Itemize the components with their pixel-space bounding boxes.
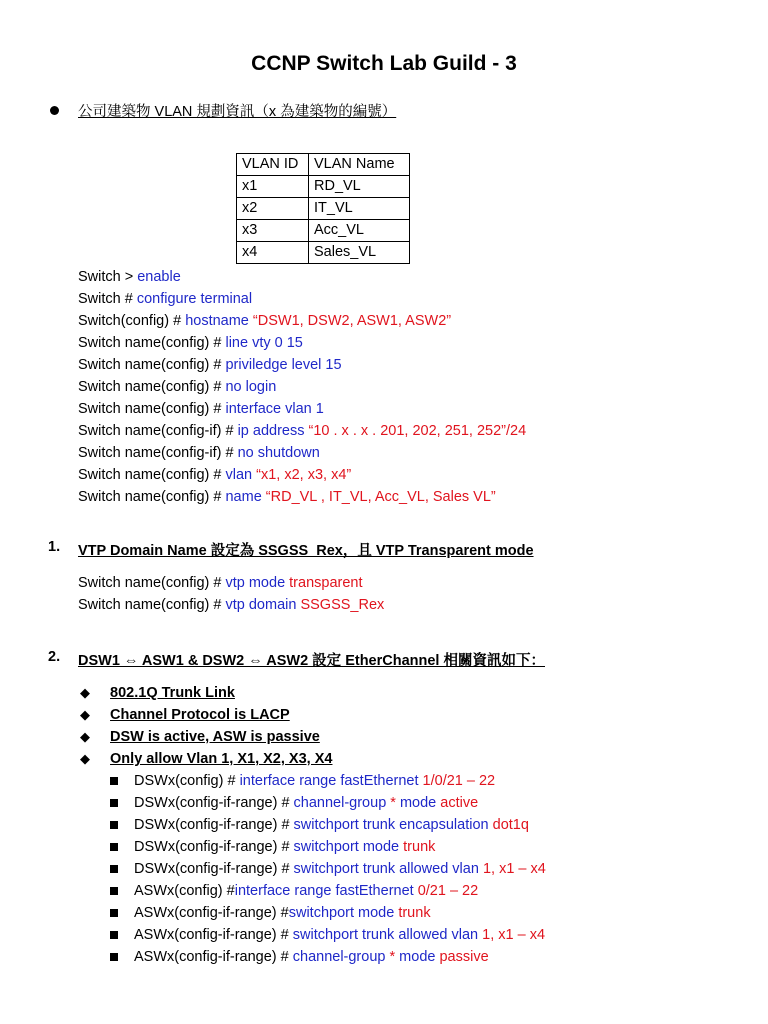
table-header-cell: VLAN ID [237,154,309,176]
command-line [110,792,546,814]
list-item [80,726,320,748]
command-segment: Switch name(config) # [78,467,226,483]
command-segment: Switch name(config-if) # [78,423,238,439]
command-segment: name [225,489,266,505]
diamond-bullet-icon: ◆ [80,751,90,766]
square-bullet-icon [110,799,118,807]
command-segment: 1 [422,773,431,789]
command-line [110,814,546,836]
table-header-cell: VLAN Name [309,154,410,176]
command-segment: switchport trunk allowed vlan [293,861,483,877]
command-segment: Switch name(config) # [78,379,226,395]
table-row [237,198,410,220]
square-bullet-icon [110,909,118,917]
command-segment: * [389,949,400,965]
command-segment: DSWx(config) # [134,773,240,789]
command-segment: vlan [225,467,257,483]
command-segment: ASWx(config-if-range) # [134,905,289,921]
command-segment: ASWx(config-if-range) # [134,927,293,943]
bullet-text: 802.1Q Trunk Link [110,685,235,701]
table-cell: Sales_VL [309,242,410,264]
command-segment: 0/21 – 22 [417,883,479,899]
command-segment: * [390,795,400,811]
command-line [78,354,526,376]
square-bullet-icon [110,865,118,873]
command-segment: “RD_VL , IT_VL, Acc_VL, Sales VL” [265,489,496,505]
list-item [80,748,332,770]
command-segment: Switch # [78,291,137,307]
diamond-bullet-icon: ◆ [80,729,90,744]
square-bullet-icon [110,953,118,961]
command-line [78,288,526,310]
square-bullet-icon [110,887,118,895]
command-segment: switchport trunk allowed vlan [292,927,483,943]
command-segment: trunk [403,839,436,855]
diamond-bullet-icon: ◆ [80,707,90,722]
command-segment: trunk [398,905,431,921]
table-cell: x3 [237,220,309,242]
bullet-text: Only allow Vlan 1, X1, X2, X3, X4 [110,751,333,767]
command-segment: channel-group [292,949,390,965]
command-segment: mode [399,795,441,811]
command-segment: active [440,795,479,811]
list-item [80,682,235,704]
command-line [110,858,546,880]
command-segment: channel-group [293,795,391,811]
command-line [78,398,526,420]
list-item [80,704,290,726]
command-segment: DSWx(config-if-range) # [134,861,294,877]
table-cell: x2 [237,198,309,220]
table-row [237,176,410,198]
command-segment: ASWx(config-if-range) # [134,949,293,965]
command-segment: Switch name(config) # [78,335,226,351]
command-segment: enable [137,269,181,285]
command-segment: “x1, x2, x3, x4” [256,467,352,483]
base-command-block [78,266,526,508]
document-title: CCNP Switch Lab Guild - 3 [251,52,517,75]
command-segment: vtp mode [225,575,290,591]
command-segment: transparent [289,575,363,591]
command-segment: “10 . x . x . 201, 202, 251, 252”/24 [308,423,527,439]
table-cell: Acc_VL [309,220,410,242]
command-segment: Switch name(config) # [78,597,226,613]
command-segment: hostname [185,313,253,329]
command-segment: configure terminal [136,291,253,307]
square-bullet-icon [110,821,118,829]
command-segment: passive [439,949,489,965]
table-cell: RD_VL [309,176,410,198]
section-heading-etherchannel: DSW1 ⇔ ASW1 & DSW2 ⇔ ASW2 設定 EtherChannel 相關資訊如下： [78,653,545,669]
command-line [110,946,546,968]
command-segment: switchport trunk encapsulation [293,817,493,833]
vtp-command-block [78,572,384,616]
command-segment: no shutdown [237,445,320,461]
command-segment: vtp domain [225,597,301,613]
command-line [78,310,526,332]
command-line [78,376,526,398]
command-line [78,442,526,464]
command-line [78,266,526,288]
table-row [237,242,410,264]
command-segment: interface range fastEthernet [234,883,418,899]
section-number: 1. [48,539,61,555]
command-segment: Switch name(config-if) # [78,445,238,461]
command-line [110,924,546,946]
command-segment: Switch name(config) # [78,489,226,505]
command-segment: ip address [237,423,309,439]
table-cell: IT_VL [309,198,410,220]
command-segment: DSWx(config-if-range) # [134,795,294,811]
table-cell: x4 [237,242,309,264]
command-line [78,420,526,442]
command-line [78,572,384,594]
square-bullet-icon [110,843,118,851]
command-segment: interface vlan 1 [225,401,324,417]
diamond-bullet-icon: ◆ [80,685,90,700]
command-segment: /0/21 – 22 [430,773,496,789]
command-segment: Switch name(config) # [78,357,226,373]
command-line [78,486,526,508]
table-header-row [237,154,410,176]
command-segment: Switch name(config) # [78,575,226,591]
command-line [78,594,384,616]
command-segment: DSWx(config-if-range) # [134,817,294,833]
command-line [110,880,546,902]
square-bullet-icon [110,931,118,939]
command-line [78,332,526,354]
command-segment: dot1q [492,817,529,833]
command-segment: Switch > [78,269,138,285]
command-segment: ASWx(config) # [134,883,235,899]
square-bullet-icon [110,777,118,785]
command-segment: mode [399,949,440,965]
bullet-dot-icon [50,106,59,115]
command-segment: switchport mode [288,905,399,921]
command-segment: 1, x1 – x4 [482,861,546,877]
table-row [237,220,410,242]
bullet-text: DSW is active, ASW is passive [110,729,320,745]
vlan-table [236,153,410,264]
command-segment: Switch name(config) # [78,401,226,417]
command-segment: DSWx(config-if-range) # [134,839,294,855]
vlan-plan-label: 公司建築物 VLAN 規劃資訊（x 為建築物的編號） [78,104,397,120]
command-segment: no login [225,379,277,395]
command-segment: switchport mode [293,839,404,855]
command-segment: 1, x1 – x4 [482,927,546,943]
command-line [110,902,546,924]
command-line [78,464,526,486]
etherchannel-command-block [110,770,546,968]
command-segment: Switch(config) # [78,313,186,329]
command-segment: “DSW1, DSW2, ASW1, ASW2” [252,313,452,329]
command-segment: interface range fastEthernet [239,773,423,789]
command-line [110,836,546,858]
command-line [110,770,546,792]
command-segment: line vty 0 15 [225,335,303,351]
section-number: 2. [48,649,61,665]
bullet-text: Channel Protocol is LACP [110,707,290,723]
section-heading-vtp: VTP Domain Name 設定為 SSGSS_Rex，且 VTP Transparent mode [78,543,534,559]
command-segment: SSGSS_Rex [300,597,385,613]
command-segment: priviledge level 15 [225,357,342,373]
table-cell: x1 [237,176,309,198]
